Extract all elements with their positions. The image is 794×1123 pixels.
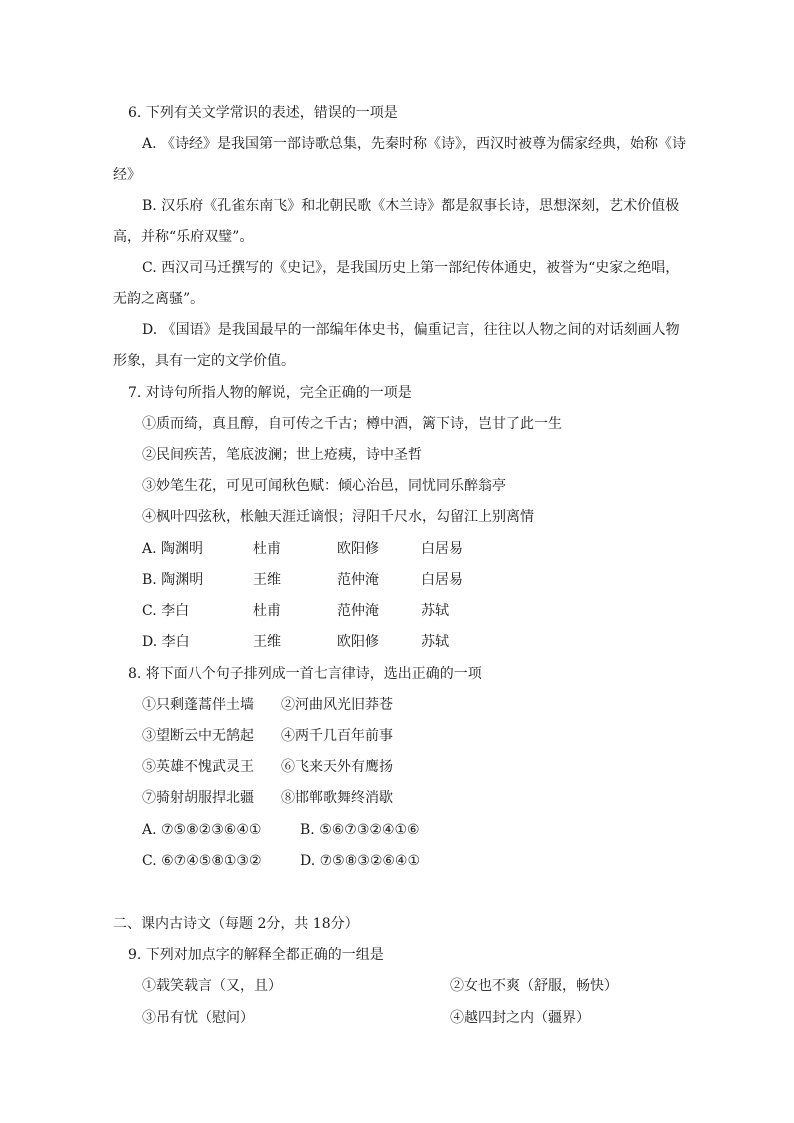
q8-row-2 (142, 726, 442, 746)
q7-stem: 7. 对诗句所指人物的解说，完全正确的一项是 (128, 385, 412, 401)
q7-option-a-4: 白居易 (421, 541, 463, 557)
q6-option-d-line1: D. 《国语》是我国最早的一部编年体史书，偏重记言，往往以人物之间的对话刻画人物 (142, 322, 680, 338)
q8-stem: 8. 将下面八个句子排列成一首七言律诗，选出正确的一项 (128, 666, 482, 682)
q9-row-2 (142, 1008, 622, 1028)
q7-option-b-4: 白居易 (421, 572, 463, 588)
q8-line-2: ②河曲风光旧莽苍 (281, 697, 393, 713)
q6-stem: 6. 下列有关文学常识的表述，错误的一项是 (128, 105, 398, 121)
q6-option-c-line2: 无韵之离骚”。 (113, 291, 205, 307)
q8-line-4: ④两千几百年前事 (281, 728, 393, 744)
q7-item-4: ④枫叶四弦秋，枨触天涯迁谪恨；浔阳千尺水，勾留江上别离情 (142, 509, 534, 525)
q7-option-d-2: 王维 (253, 634, 281, 650)
q7-option-c-4: 苏轼 (421, 603, 449, 619)
q8-row-3 (142, 757, 442, 777)
q8-line-3: ③望断云中无鹄起 (142, 728, 254, 744)
q6-option-b-line2: 高，并称“乐府双璧”。 (113, 229, 254, 245)
q7-option-b-2: 王维 (253, 572, 281, 588)
q8-line-6: ⑥飞来天外有鹰扬 (281, 759, 393, 775)
q7-option-b-3: 范仲淹 (337, 572, 379, 588)
q7-option-a-2: 杜甫 (253, 541, 281, 557)
q7-option-a-1: A. 陶渊明 (142, 541, 204, 557)
q7-item-2: ②民间疾苦，笔底波澜；世上疮痍，诗中圣哲 (142, 447, 422, 463)
q8-line-1: ①只剩蓬蒿伴土墙 (142, 697, 254, 713)
q7-option-c-2: 杜甫 (253, 603, 281, 619)
q7-option-d (142, 632, 562, 652)
q8-row-1 (142, 695, 442, 715)
q6-option-a-line2: 经》 (113, 167, 141, 183)
q8-line-8: ⑧邯郸歌舞终消歇 (281, 790, 393, 806)
q6-option-b-line1: B. 汉乐府《孔雀东南飞》和北朝民歌《木兰诗》都是叙事长诗，思想深刻，艺术价值极 (142, 198, 680, 214)
q8-options-row-2 (142, 851, 462, 871)
q7-option-c (142, 601, 562, 621)
q7-option-d-3: 欧阳修 (337, 634, 379, 650)
q7-option-b-1: B. 陶渊明 (142, 572, 204, 588)
q8-option-d: D. ⑦⑤⑧③②⑥④① (300, 853, 421, 869)
q7-option-d-4: 苏轼 (421, 634, 449, 650)
q8-option-a: A. ⑦⑤⑧②③⑥④① (142, 822, 262, 838)
q8-line-5: ⑤英雄不愧武灵王 (142, 759, 254, 775)
q9-item-2: ②女也不爽（舒服，畅快） (450, 978, 618, 994)
section-2-heading: 二、课内古诗文（每题 2分，共 18分） (113, 916, 359, 932)
q7-item-3: ③妙笔生花，可见可闻秋色赋：倾心治邑，同忧同乐醉翁亭 (142, 478, 506, 494)
q7-option-d-1: D. 李白 (142, 634, 190, 650)
q8-options-row-1 (142, 820, 462, 840)
q8-line-7: ⑦骑射胡服捍北疆 (142, 790, 254, 806)
q8-option-c: C. ⑥⑦④⑤⑧①③② (142, 853, 262, 869)
q9-item-4: ④越四封之内（疆界） (450, 1010, 590, 1026)
q9-item-3: ③吊有忧（慰问） (142, 1010, 254, 1026)
q6-option-d-line2: 形象，具有一定的文学价值。 (113, 353, 295, 369)
q7-option-a (142, 539, 562, 559)
q7-item-1: ①质而绮，真且醇，自可传之千古；樽中酒，篱下诗，岂甘了此一生 (142, 416, 562, 432)
q9-item-1: ①载笑载言（又，且） (142, 978, 282, 994)
q8-option-b: B. ⑤⑥⑦③②④①⑥ (300, 822, 420, 838)
q8-row-4 (142, 788, 442, 808)
q9-stem: 9. 下列对加点字的解释全都正确的一组是 (128, 947, 384, 963)
q6-option-c-line1: C. 西汉司马迁撰写的《史记》，是我国历史上第一部纪传体通史，被誉为“史家之绝唱， (142, 260, 680, 276)
q7-option-c-1: C. 李白 (142, 603, 190, 619)
q7-option-b (142, 570, 562, 590)
q7-option-c-3: 范仲淹 (337, 603, 379, 619)
q6-option-a-line1: A. 《诗经》是我国第一部诗歌总集，先秦时称《诗》，西汉时被尊为儒家经典，始称《诗 (142, 136, 687, 152)
q7-option-a-3: 欧阳修 (337, 541, 379, 557)
q9-row-1 (142, 976, 622, 996)
